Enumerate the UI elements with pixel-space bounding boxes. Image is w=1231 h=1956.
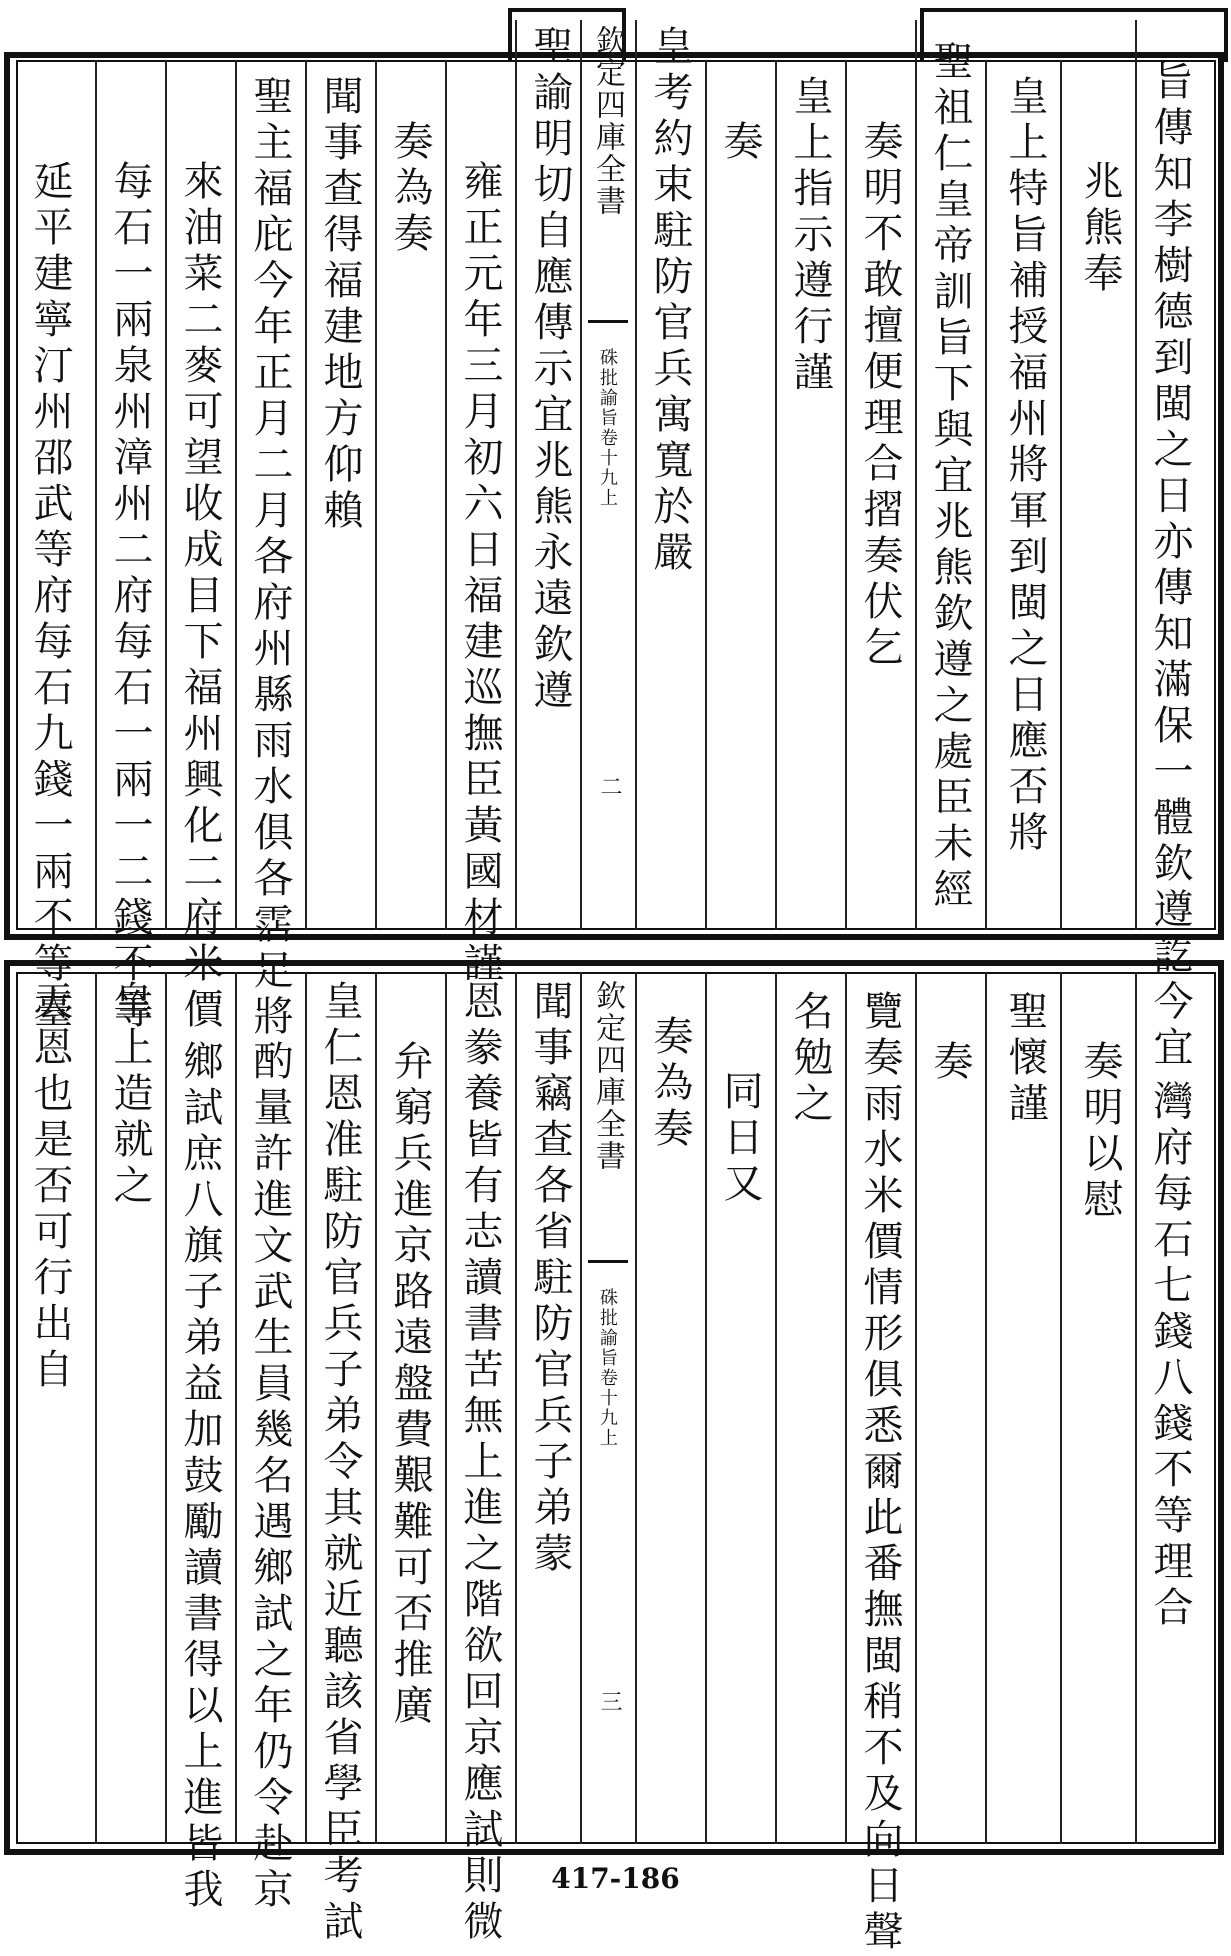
text-column: 聖諭明切自應傳示宜兆熊永遠欽遵 bbox=[527, 25, 573, 715]
column-rule bbox=[705, 972, 707, 1844]
text-column: 恩豢養皆有志讀書苦無上進之階欲回京應試則微 bbox=[457, 980, 503, 1946]
column-rule bbox=[95, 60, 97, 930]
fish-tail-mark bbox=[588, 320, 628, 345]
column-rule bbox=[845, 972, 847, 1844]
text-column: 覽奏雨水米價情形俱悉爾此番撫閩稍不及向日聲 bbox=[857, 990, 903, 1956]
column-rule bbox=[915, 20, 917, 930]
text-column: 延平建寧汀州邵武等府每石九錢一兩不等臺 bbox=[27, 160, 73, 1034]
text-column: 灣府每石七錢八錢不等理合 bbox=[1147, 1080, 1193, 1632]
text-column: 奏明不敢擅便理合摺奏伏乞 bbox=[857, 120, 903, 672]
column-rule bbox=[305, 972, 307, 1844]
text-column: 奏 bbox=[717, 120, 763, 166]
text-column: 聖懷謹 bbox=[1002, 990, 1048, 1128]
column-rule bbox=[1060, 972, 1062, 1844]
text-column: 聖祖仁皇帝訓旨下與宜兆熊欽遵之處臣未經 bbox=[927, 40, 973, 914]
center-title: 欽定四庫全書 bbox=[590, 25, 625, 217]
center-label: 硃批諭旨卷十九上 bbox=[597, 1288, 618, 1448]
column-rule bbox=[515, 20, 517, 930]
column-rule bbox=[445, 60, 447, 930]
text-column: 聞事竊查各省駐防官兵子弟蒙 bbox=[527, 980, 573, 1578]
page-number: 二 bbox=[597, 775, 622, 799]
text-column: 酌量許進文武生員幾名遇鄉試之年仍令赴京 bbox=[247, 1040, 293, 1914]
column-rule bbox=[775, 60, 777, 930]
column-rule bbox=[635, 972, 637, 1844]
column-rule bbox=[705, 60, 707, 930]
column-rule bbox=[1060, 60, 1062, 930]
text-column: 弁窮兵進京路遠盤費艱難可否推廣 bbox=[387, 1040, 433, 1730]
text-column: 皇上指示遵行謹 bbox=[787, 75, 833, 397]
column-rule bbox=[580, 20, 582, 930]
column-rule bbox=[985, 60, 987, 930]
column-rule bbox=[635, 20, 637, 930]
column-rule bbox=[515, 972, 517, 1844]
column-rule bbox=[1135, 972, 1137, 1844]
text-column: 皇上特旨補授福州將軍到閩之日應否將 bbox=[1002, 75, 1048, 857]
column-rule bbox=[915, 972, 917, 1844]
column-rule bbox=[95, 972, 97, 1844]
text-column: 來油菜二麥可望收成目下福州興化二府米價 bbox=[177, 160, 223, 1034]
text-column: 皇仁恩准駐防官兵子弟令其就近聽該省學臣考試 bbox=[317, 980, 363, 1946]
page-number: 三 bbox=[597, 1690, 622, 1714]
column-rule bbox=[985, 972, 987, 1844]
fish-tail-mark bbox=[588, 1260, 628, 1285]
text-column: 奏為奏 bbox=[647, 1015, 693, 1153]
column-rule bbox=[375, 60, 377, 930]
column-rule bbox=[165, 60, 167, 930]
column-rule bbox=[1135, 20, 1137, 930]
text-column: 同日又 bbox=[717, 1070, 763, 1208]
text-column: 名勉之 bbox=[787, 990, 833, 1128]
text-column: 聖主福庇今年正月二月各府州縣雨水俱各霑足將 bbox=[247, 75, 293, 1041]
text-column: 兆熊奉 bbox=[1077, 160, 1123, 298]
column-rule bbox=[235, 60, 237, 930]
text-column: 奏 bbox=[927, 1040, 973, 1086]
column-rule bbox=[235, 972, 237, 1844]
column-rule bbox=[375, 972, 377, 1844]
text-column: 每石一兩泉州漳州二府每石一兩一二錢不等 bbox=[107, 160, 153, 1034]
column-rule bbox=[305, 60, 307, 930]
column-rule bbox=[775, 972, 777, 1844]
column-rule bbox=[445, 972, 447, 1844]
text-column: 天恩也是否可行出自 bbox=[27, 980, 73, 1394]
text-column: 皇考約束駐防官兵寓寬於嚴 bbox=[647, 25, 693, 577]
page-footer-number: 417-186 bbox=[551, 1862, 680, 1895]
text-column: 奏為奏 bbox=[387, 120, 433, 258]
text-column: 旨傳知李樹德到閩之日亦傳知滿保一體欽遵訖今宜 bbox=[1147, 60, 1193, 1072]
column-rule bbox=[580, 972, 582, 1844]
column-rule bbox=[845, 60, 847, 930]
text-column: 皇上造就之 bbox=[107, 980, 153, 1210]
text-column: 奏明以慰 bbox=[1077, 1040, 1123, 1224]
text-column: 雍正元年三月初六日福建巡撫臣黃國材謹 bbox=[457, 160, 503, 988]
text-column: 鄉試庶八旗子弟益加鼓勵讀書得以上進皆我 bbox=[177, 1040, 223, 1914]
center-title: 欽定四庫全書 bbox=[590, 980, 625, 1172]
text-column: 聞事查得福建地方仰賴 bbox=[317, 75, 363, 535]
column-rule bbox=[165, 972, 167, 1844]
center-label: 硃批諭旨卷十九上 bbox=[597, 348, 618, 508]
